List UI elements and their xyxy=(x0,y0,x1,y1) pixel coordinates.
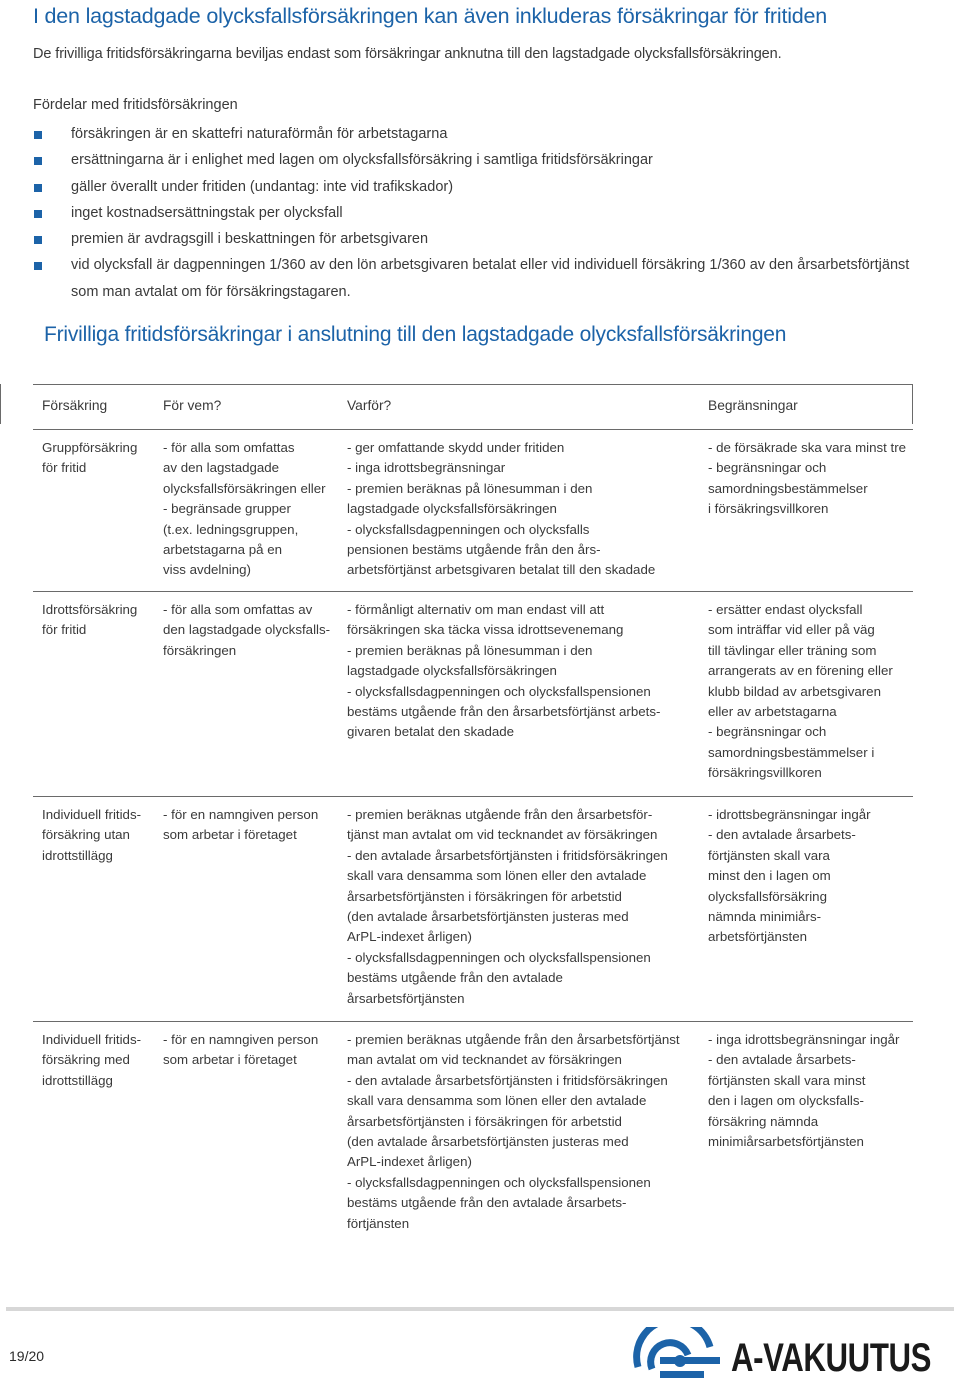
table-row xyxy=(33,429,913,591)
cell-limits: - ersätter endast olycksfall som inträffar vid eller på väg till tävlingar eller träning som arrangerats av en förening eller klubb bildad av arbetsgivaren eller av arbetstagarna - begränsningar och samordningsbestämmelser i försäkringsvillkoren xyxy=(708,602,893,781)
a-vakuutus-logo-icon xyxy=(630,1327,724,1383)
advantages-title: Fördelar med fritidsförsäkringen xyxy=(33,97,238,113)
cell-why: - premien beräknas utgående från den årsarbetsför- tjänst man avtalat om vid tecknandet av försäkringen - den avtalade årsarbetsförtjänsten i fritidsförsäkringen skall vara densamma som lönen eller den avtalade årsarbetsförtjänsten i försäkringen för arbetstid (den avtalade årsarbetsförtjänsten justeras med ArPL-indexet årligen) - olycksfallsdagpenningen och olycksfallspensionen bestäms utgående från den avtalade årsarbetsförtjänsten xyxy=(347,807,668,1006)
cell-why: - förmånligt alternativ om man endast vill att försäkringen ska täcka vissa idrottsevenemang - premien beräknas på lönesumman i den lagstadgade olycksfallsförsäkringen - olycksfallsdagpenningen och olycksfallspensionen bestäms utgående från den årsarbetsförtjänst arbets- givaren betalat den skadade xyxy=(347,602,661,740)
table-header-row xyxy=(33,384,913,429)
cell-insurance: Idrottsförsäkring för fritid xyxy=(42,602,138,638)
square-bullet-icon xyxy=(34,236,42,244)
header-for-whom: För vem? xyxy=(163,398,222,413)
cell-insurance: Individuell fritids- försäkring med idrottstillägg xyxy=(42,1032,142,1088)
list-item xyxy=(33,174,923,200)
list-item xyxy=(33,252,923,305)
list-item-text: försäkringen är en skattefri naturaförmån för arbetstagarna xyxy=(71,126,448,142)
square-bullet-icon xyxy=(34,157,42,165)
page-number: 19/20 xyxy=(9,1348,45,1364)
cell-limits: - idrottsbegränsningar ingår - den avtalade årsarbets- förtjänsten skall vara minst den i lagen om olycksfallsförsäkring nämnda minimiårs- arbetsförtjänsten xyxy=(708,807,871,945)
table-row xyxy=(33,1021,913,1232)
list-item-text: ersättningarna är i enlighet med lagen om olycksfallsförsäkring i samtliga fritidsförsäkringar xyxy=(71,152,653,169)
list-item-text: gäller överallt under fritiden (undantag: inte vid trafikskador) xyxy=(71,178,454,195)
list-item-text: vid olycksfall är dagpenningen 1/360 av den lön arbetsgivaren betalat eller vid individuell försäkring 1/360 av den årsarbetsförtjänst som man avtalat om för försäkringstagaren. xyxy=(71,257,910,300)
header-why: Varför? xyxy=(347,398,392,413)
cell-limits: - de försäkrade ska vara minst tre - begränsningar och samordningsbestämmelser i försäkringsvillkoren xyxy=(708,440,907,517)
page-heading: I den lagstadgade olycksfallsförsäkringen kan även inkluderas försäkringar för fritiden xyxy=(33,4,828,28)
list-item xyxy=(33,226,923,252)
insurance-table xyxy=(33,384,913,1232)
cell-why: - premien beräknas utgående från den årsarbetsförtjänst man avtalat om vid tecknandet av försäkringen - den avtalade årsarbetsförtjänsten i fritidsförsäkringen skall vara densamma som lönen eller den avtalade årsarbetsförtjänsten i försäkringen för arbetstid (den avtalade årsarbetsförtjänsten justeras med ArPL-indexet årligen) - olycksfallsdagpenningen och olycksfallspensionen bestäms utgående från den avtalade årsarbets- förtjänsten xyxy=(347,1032,680,1231)
list-item xyxy=(33,200,923,226)
list-item xyxy=(33,147,923,173)
list-item-text: inget kostnadsersättningstak per olycksfall xyxy=(71,204,343,221)
brand-logo-text: A-VAKUUTUS xyxy=(731,1336,932,1380)
list-item xyxy=(33,121,923,147)
square-bullet-icon xyxy=(34,210,42,218)
cell-limits: - inga idrottsbegränsningar ingår - den avtalade årsarbets- förtjänsten skall vara minst den i lagen om olycksfalls- försäkring nämnda minimiårsarbetsförtjänsten xyxy=(708,1032,900,1150)
footer-divider xyxy=(6,1307,954,1311)
table-row xyxy=(33,796,913,1021)
intro-text: De frivilliga fritidsförsäkringarna beviljas endast som försäkringar anknutna till den lagstadgade olycksfallsförsäkringen. xyxy=(33,46,782,62)
advantages-list xyxy=(33,121,923,305)
cell-for-whom: - för en namngiven person som arbetar i företaget xyxy=(163,807,319,843)
header-insurance: Försäkring xyxy=(42,398,108,413)
cell-insurance: Gruppförsäkring för fritid xyxy=(42,440,138,476)
cell-why: - ger omfattande skydd under fritiden - inga idrottsbegränsningar - premien beräknas på lönesumman i den lagstadgade olycksfallsförsäkringen - olycksfallsdagpenningen och olycksfalls pensionen bestäms utgående från den års- arbetsförtjänst arbetsgivaren betalat till den skadade xyxy=(347,440,656,578)
table-row xyxy=(33,591,913,796)
cell-for-whom: - för en namngiven person som arbetar i företaget xyxy=(163,1032,319,1068)
cell-for-whom: - för alla som omfattas av den lagstadgade olycksfallsförsäkringen eller - begränsade grupper (t.ex. ledningsgruppen, arbetstagarna på en viss avdelning) xyxy=(163,440,326,578)
square-bullet-icon xyxy=(34,184,42,192)
cell-for-whom: - för alla som omfattas av den lagstadgade olycksfalls- försäkringen xyxy=(163,602,331,658)
section-title: Frivilliga fritidsförsäkringar i anslutning till den lagstadgade olycksfallsförsäkringen xyxy=(44,323,787,346)
cell-insurance: Individuell fritids- försäkring utan idrottstillägg xyxy=(42,807,142,863)
header-limits: Begränsningar xyxy=(708,398,798,413)
square-bullet-icon xyxy=(34,262,42,270)
list-item-text: premien är avdragsgill i beskattningen för arbetsgivaren xyxy=(71,231,429,248)
square-bullet-icon xyxy=(34,131,42,139)
table-left-border xyxy=(0,384,1,424)
